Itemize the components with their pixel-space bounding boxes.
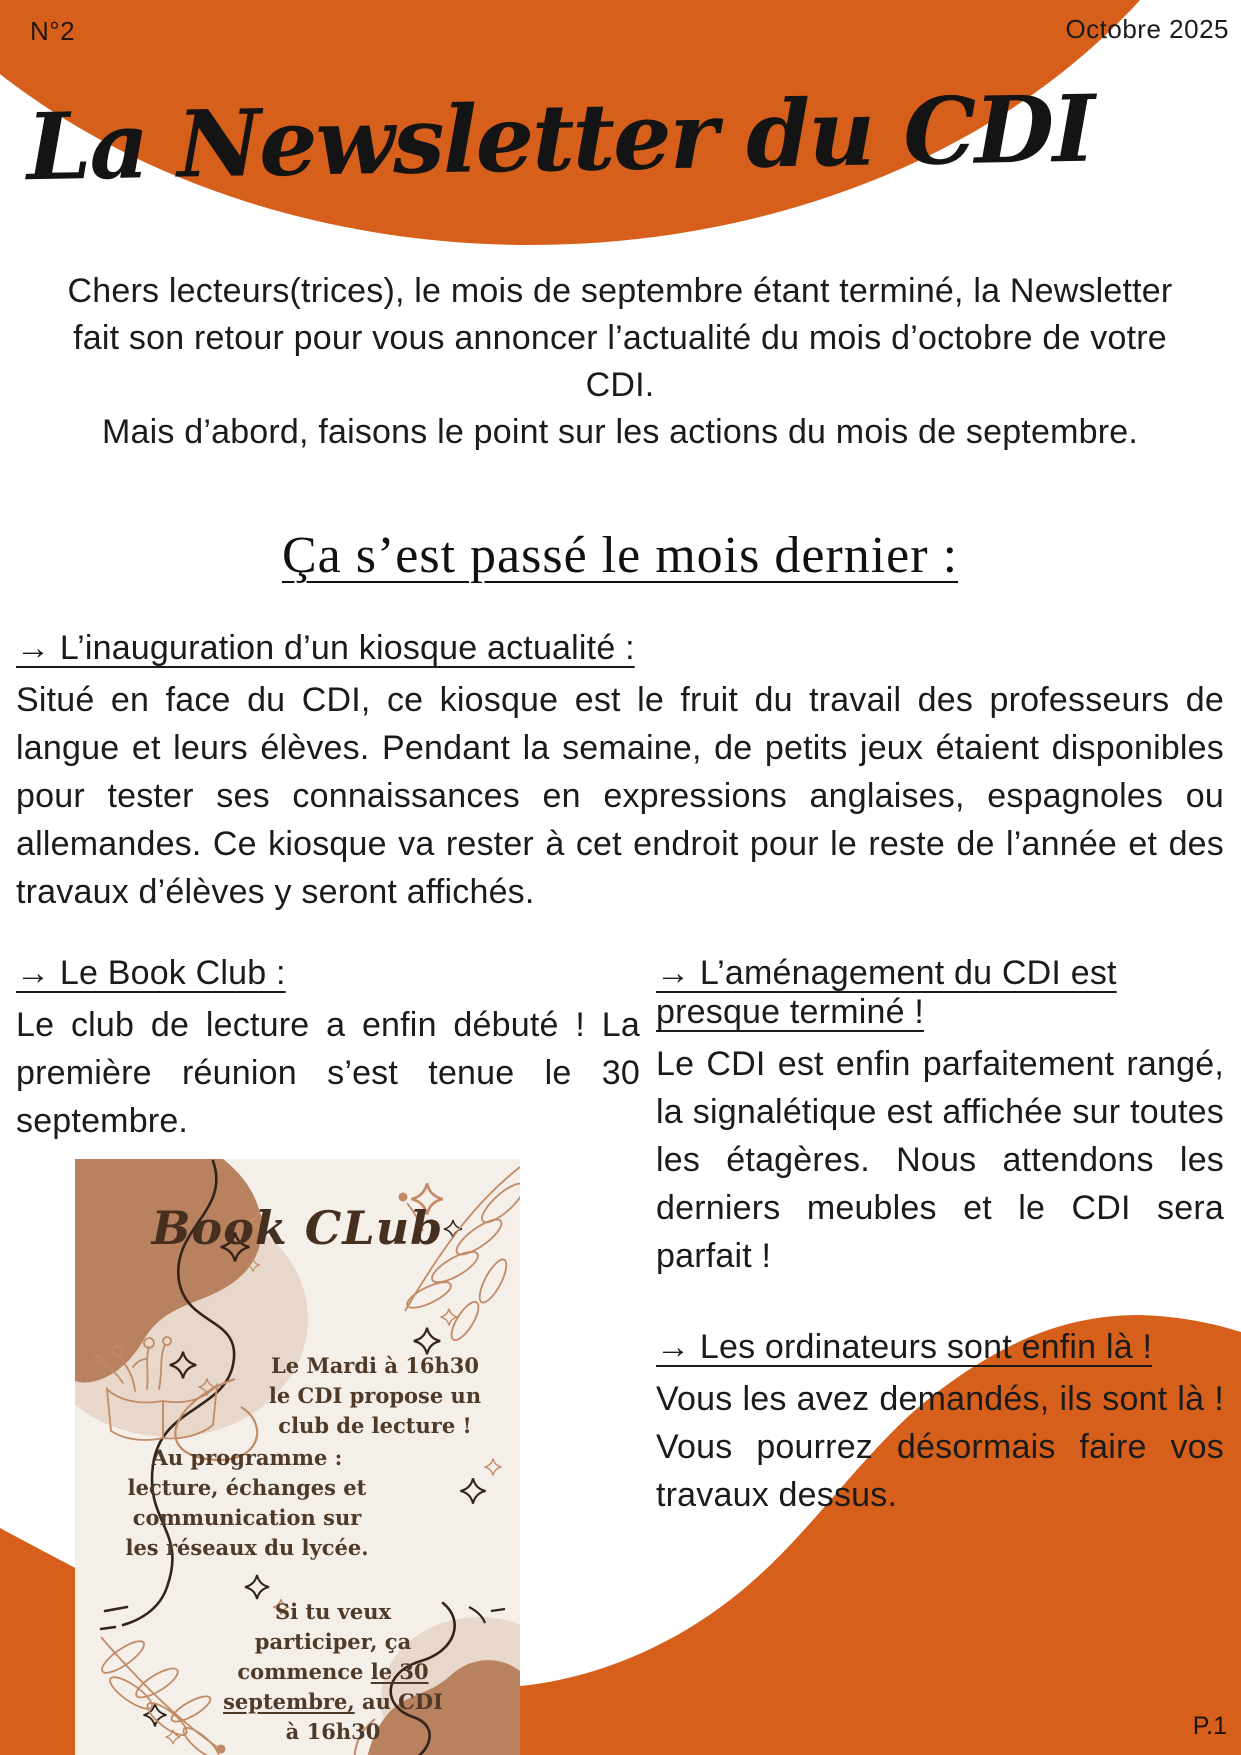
poster-program-body: lecture, échanges et communication sur les réseaux du lycée. xyxy=(125,1475,369,1560)
intro-text xyxy=(16,268,1224,456)
poster-participate-after: au CDI à 16h30 xyxy=(285,1689,443,1744)
article-kiosque xyxy=(16,629,1224,916)
poster-participate-date: le 30 septembre, xyxy=(223,1659,429,1714)
section-heading: Ça s’est passé le mois dernier : xyxy=(281,527,959,584)
issue-date: Octobre 2025 xyxy=(1065,14,1229,44)
poster-program-text xyxy=(125,1443,369,1563)
left-column xyxy=(16,954,640,1755)
article-ordinateurs-body: Vous les avez demandés, ils sont là ! Vous pourrez désormais faire vos travaux dessus. xyxy=(656,1380,1224,1514)
leaf-branch-bottom-icon xyxy=(98,1636,226,1755)
column-spacer xyxy=(656,1280,1224,1328)
poster-participate-before: Si tu veux participer, ça commence xyxy=(237,1599,412,1684)
main-content xyxy=(16,268,1224,1755)
article-kiosque-heading: → L’inauguration d’un kiosque actualité : xyxy=(16,629,635,667)
poster-participate-text xyxy=(213,1597,453,1747)
page-title: La Newsletter du CDI xyxy=(25,74,1095,202)
poster-schedule-text: Le Mardi à 16h30 le CDI propose un club de lecture ! xyxy=(268,1353,482,1438)
article-amenagement-heading: → L’aménagement du CDI est presque terminé ! xyxy=(656,954,1117,1031)
intro-paragraph-2: Mais d’abord, faisons le point sur les actions du mois de septembre. xyxy=(101,413,1138,451)
book-club-poster xyxy=(75,1159,520,1755)
article-bookclub-body: Le club de lecture a enfin débuté ! La première réunion s’est tenue le 30 septembre. xyxy=(16,1006,640,1140)
leaf-branch-top-icon xyxy=(399,1167,521,1344)
article-bookclub-heading: → Le Book Club : xyxy=(16,954,286,992)
article-ordinateurs-heading: → Les ordinateurs sont enfin là ! xyxy=(656,1328,1153,1366)
page-number: P.1 xyxy=(1192,1712,1227,1740)
article-kiosque-body: Situé en face du CDI, ce kiosque est le fruit du travail des professeurs de langue et leurs élèves. Pendant la semaine, de petits jeux étaient disponibles pour tester ses connaissances en expressions anglaises, espagnoles ou allemandes. Ce kiosque va rester à cet endroit pour le reste de l’année et des travaux d’élèves y seront affichés. xyxy=(16,681,1224,911)
poster-program-label: Au programme : xyxy=(151,1445,343,1470)
issue-number: N°2 xyxy=(30,16,76,46)
two-column-section xyxy=(16,954,1224,1755)
article-amenagement-body: Le CDI est enfin parfaitement rangé, la signalétique est affichée sur toutes les étagères. Nous attendons les derniers meubles et le CDI sera parfait ! xyxy=(656,1045,1224,1275)
poster-title: Book CLub xyxy=(151,1201,444,1255)
right-column xyxy=(656,954,1224,1755)
intro-paragraph-1: Chers lecteurs(trices), le mois de septembre étant terminé, la Newsletter fait son retour pour vous annoncer l’actualité du mois d’octobre de votre CDI. xyxy=(67,272,1173,404)
